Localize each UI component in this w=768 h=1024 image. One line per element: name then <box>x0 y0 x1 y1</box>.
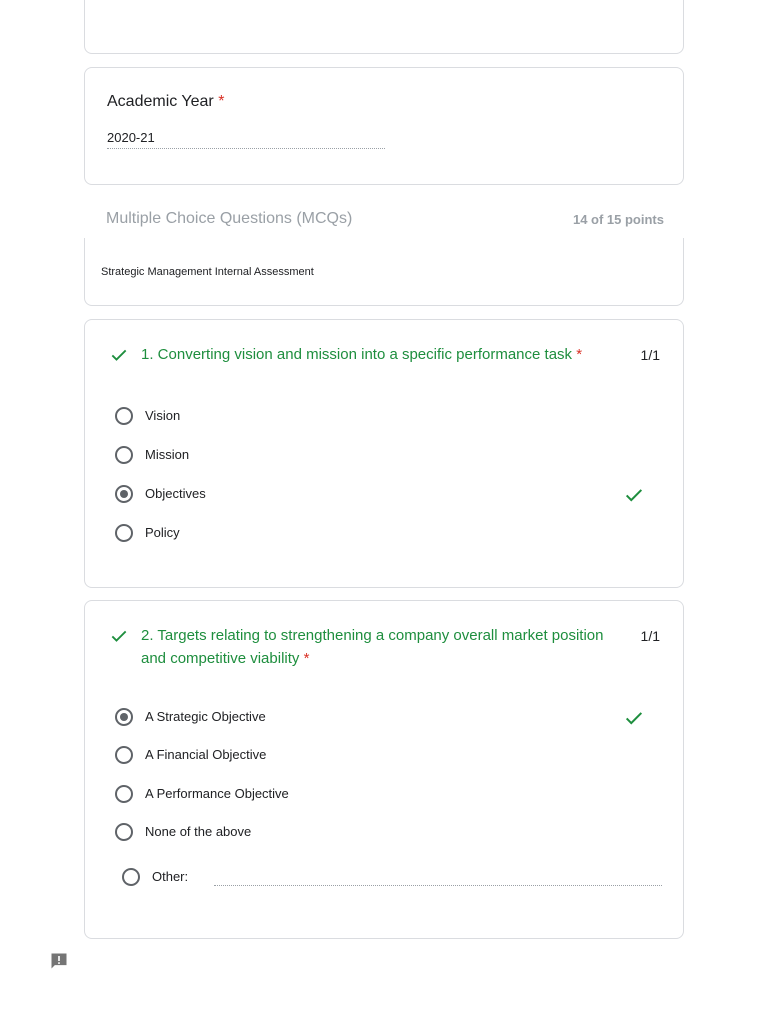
section-description: Strategic Management Internal Assessment <box>101 266 314 278</box>
option-performance-objective[interactable] <box>115 785 655 807</box>
section-title: Multiple Choice Questions (MCQs) <box>106 210 353 227</box>
option-strategic-objective[interactable] <box>115 708 655 730</box>
radio-button[interactable] <box>115 785 133 803</box>
radio-button[interactable] <box>115 407 133 425</box>
option-label: A Strategic Objective <box>145 709 266 724</box>
radio-button[interactable] <box>115 446 133 464</box>
report-feedback-icon[interactable] <box>49 951 69 971</box>
section-description-card <box>84 238 684 306</box>
option-label: Vision <box>145 408 181 423</box>
correct-answer-checkmark-icon <box>623 707 645 729</box>
question-score: 1/1 <box>640 347 660 363</box>
question-text: 2. Targets relating to strengthening a company overall market position and competitive viability <box>141 627 604 667</box>
question-card-1 <box>84 319 684 588</box>
academic-year-label: Academic Year <box>107 93 214 110</box>
radio-button[interactable] <box>115 823 133 841</box>
academic-year-card <box>84 67 684 185</box>
required-mark: * <box>303 650 310 667</box>
question-score: 1/1 <box>640 628 660 644</box>
option-label: Policy <box>145 525 180 540</box>
other-answer-field[interactable] <box>214 885 662 886</box>
question-title <box>141 343 631 366</box>
radio-button-selected[interactable] <box>115 485 133 503</box>
radio-button-selected[interactable] <box>115 708 133 726</box>
previous-question-card <box>84 0 684 54</box>
required-mark: * <box>218 93 225 110</box>
academic-year-title <box>107 90 224 113</box>
option-label: Mission <box>145 447 190 462</box>
question-card-2 <box>84 600 684 939</box>
option-vision[interactable] <box>115 407 655 429</box>
radio-button[interactable] <box>115 524 133 542</box>
radio-button[interactable] <box>122 868 140 886</box>
section-points: 14 of 15 points <box>572 212 664 227</box>
option-other[interactable] <box>122 868 662 890</box>
option-label: Other: <box>152 869 189 884</box>
option-financial-objective[interactable] <box>115 746 655 768</box>
question-title <box>141 624 631 670</box>
option-objectives[interactable] <box>115 485 655 507</box>
option-label: None of the above <box>145 824 252 839</box>
correct-checkmark-icon <box>109 345 129 365</box>
section-header <box>106 208 664 232</box>
option-label: Objectives <box>145 486 206 501</box>
required-mark: * <box>576 346 583 363</box>
option-none-of-the-above[interactable] <box>115 823 655 845</box>
academic-year-answer: 2020-21 <box>107 130 385 149</box>
radio-button[interactable] <box>115 746 133 764</box>
option-label: A Financial Objective <box>145 747 267 762</box>
correct-checkmark-icon <box>109 626 129 646</box>
option-label: A Performance Objective <box>145 786 289 801</box>
option-mission[interactable] <box>115 446 655 468</box>
option-policy[interactable] <box>115 524 655 546</box>
question-text: 1. Converting vision and mission into a specific performance task <box>141 346 573 363</box>
correct-answer-checkmark-icon <box>623 484 645 506</box>
